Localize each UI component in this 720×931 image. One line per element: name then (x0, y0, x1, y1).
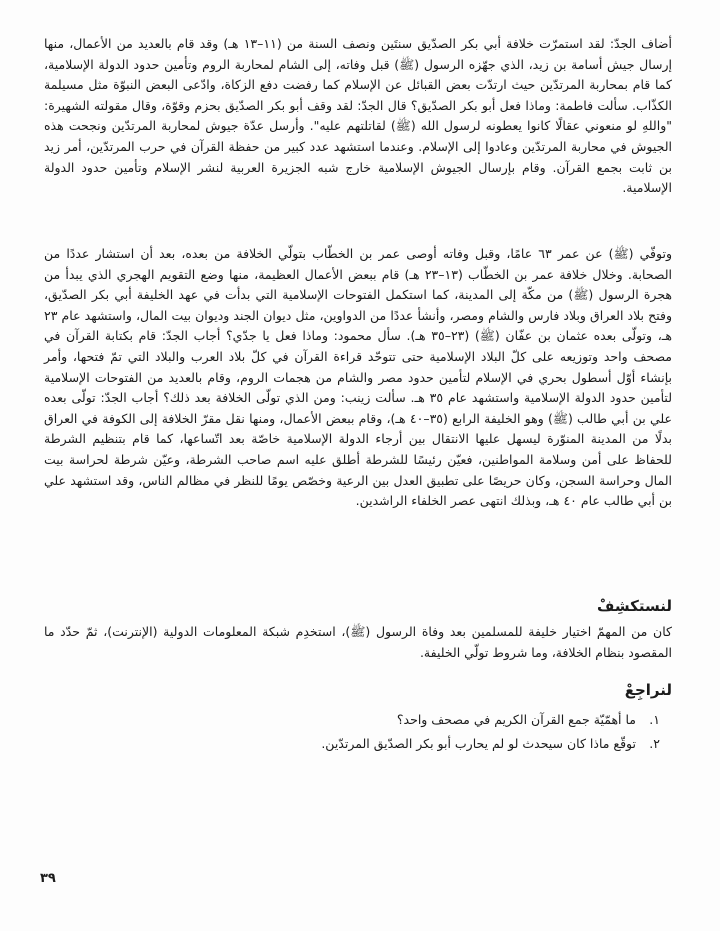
question-text: توقّع ماذا كان سيحدث لو لم يحارب أبو بكر الصدّيق المرتدّين. (321, 736, 636, 751)
review-questions-list (44, 708, 660, 756)
review-question (44, 708, 660, 732)
section-title-review: لنراجِعْ (624, 681, 672, 699)
question-number: ٢. (649, 736, 660, 751)
paragraph-explore-task: كان من المهمّ اختيار خليفة للمسلمين بعد وفاة الرسول (ﷺ)، استخدِم شبكة المعلومات الدولية (الإنترنت)، ثمّ حدّد ما المقصود بنظام الخلافة، وما شروط تولّي الخليفة. (44, 624, 672, 660)
review-question (44, 732, 660, 756)
question-text: ما أهمّيّة جمع القرآن الكريم في مصحف واحد؟ (396, 712, 636, 727)
paragraph-abu-bakr: أضاف الجدّ: لقد استمرّت خلافة أبي بكر الصدّيق سنتَين ونصف السنة من (١١–١٣ هـ) وقد قام بالعديد من الأعمال، منها إرسال جيش أسامة بن زيد، الذي جهّزه الرسول (ﷺ) قبل وفاته، إلى الشام لمحاربة الروم وتأمين حدود الدولة الإسلامية، كما قام بمحاربة المرتدّين حيث ارتدّت بعض القبائل عن الإسلام كما رفضت دفع الزكاة، وادّعى البعض النبوّة مثل مسيلمة الكذّاب. سألت فاطمة: وماذا فعل أبو بكر الصدّيق؟ قال الجدّ: لقد وقف أبو بكر الصدّيق بحزم وقوّة، وقال مقولته الشهيرة: "واللهِ لو منعوني عقالًا كانوا يعطونه لرسول الله (ﷺ) لقاتلتهم عليه". وأرسل عدّة جيوش لمحاربة المرتدّين ونجحت هذه الجيوش في محاربة المرتدّين وعادوا إلى الإسلام. وعندما استشهد عدد كبير من حفظة القرآن في حرب المرتدّين، أمر زيد بن ثابت بجمع القرآن. وقام بإرسال الجيوش الإسلامية خارج شبه الجزيرة العربية لنشر الإسلام وتأمين حدود الدولة الإسلامية. (44, 36, 672, 196)
question-number: ١. (649, 712, 660, 727)
page-number: ٣٩ (40, 871, 56, 886)
section-title-explore: لنستكشِفْ (597, 597, 672, 615)
paragraph-caliphs: وتوفّي (ﷺ) عن عمر ٦٣ عامًا، وقبل وفاته أوصى عمر بن الخطّاب بتولّي الخلافة من بعده، بعد أن استشار عددًا من الصحابة. وخلال خلافة عمر بن الخطّاب (١٣–٢٣ هـ) قام ببعض الأعمال العظيمة، منها وضع التقويم الهجري الذي يبدأ من هجرة الرسول (ﷺ) من مكّة إلى المدينة، كما استكمل الفتوحات الإسلامية التي بدأت في عهد الخليفة أبي بكر الصدّيق، وفتح بلاد العراق وبلاد فارس والشام ومصر، وأنشأ عددًا من الدواوين، مثل ديوان الجند وديوان بيت المال، واستشهد عام ٢٣ هـ، وتولّى بعده عثمان بن عفّان (ﷺ) (٢٣–٣٥ هـ). سأل محمود: وماذا فعل يا جدّي؟ أجاب الجدّ: قام بكتابة القرآن في مصحف واحد وتوزيعه على كلّ البلاد الإسلامية حتى تتوحّد قراءة القرآن في كلّ بلاد العرب والبلاد التي تمّ فتحها، وأمر بإنشاء أوّل أسطول بحري في الإسلام لتأمين حدود مصر والشام من هجمات الروم، وقام بالعديد من الفتوحات الإسلامية لتأمين حدود الدولة الإسلامية واستشهد عام ٣٥ هـ. سألت زينب: ومن الذي تولّى الخلافة بعد ذلك؟ أجاب الجدّ: تولّى بعده علي بن أبي طالب (ﷺ) وهو الخليفة الرابع (٣٥–٤٠ هـ)، وقام ببعض الأعمال، ومنها نقل مقرّ الخلافة إلى الكوفة في العراق بدلًا من المدينة المنوّرة ليسهل عليها الانتقال بين أرجاء الدولة الإسلامية خاصّة بعد اتّساعها، كما قام بتنظيم الشرطة للحفاظ على أمن وسلامة المواطنين، فعيّن رئيسًا للشرطة أطلق عليه اسم صاحب الشرطة، وعيّن شرطة لحراسة بيت المال وحراسة السجن، وكان حريصًا على تطبيق العدل بين الرعية وخصّص يومًا للنظر في مظالم الناس، وقد استشهد علي بن أبي طالب عام ٤٠ هـ، وبذلك انتهى عصر الخلفاء الراشدين. (44, 246, 673, 509)
